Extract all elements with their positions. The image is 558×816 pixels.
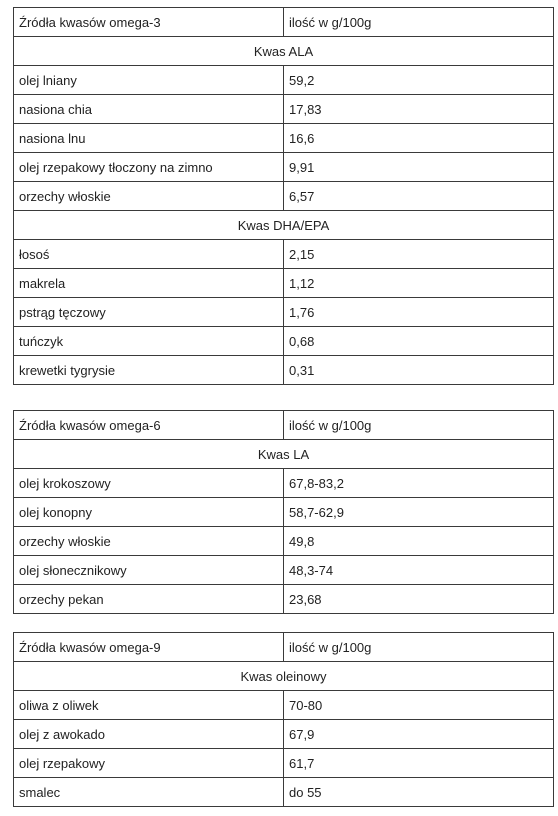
section-title-dha-epa: Kwas DHA/EPA — [14, 211, 554, 240]
amount-cell: 1,76 — [284, 298, 554, 327]
food-name-cell: nasiona chia — [14, 95, 284, 124]
food-name-cell: olej lniany — [14, 66, 284, 95]
amount-cell: 9,91 — [284, 153, 554, 182]
table-row — [14, 66, 554, 95]
header-amount-cell: ilość w g/100g — [284, 8, 554, 37]
food-name-cell: orzechy włoskie — [14, 182, 284, 211]
table-row — [14, 778, 554, 807]
table-header-row — [14, 633, 554, 662]
omega-3-table — [13, 7, 554, 385]
section-row — [14, 211, 554, 240]
header-amount-cell: ilość w g/100g — [284, 633, 554, 662]
section-title-ala: Kwas ALA — [14, 37, 554, 66]
amount-cell: 49,8 — [284, 527, 554, 556]
table-row — [14, 182, 554, 211]
table-row — [14, 95, 554, 124]
food-name-cell: olej rzepakowy — [14, 749, 284, 778]
amount-cell: 17,83 — [284, 95, 554, 124]
amount-cell: 67,9 — [284, 720, 554, 749]
table-row — [14, 356, 554, 385]
table-row — [14, 720, 554, 749]
food-name-cell: olej z awokado — [14, 720, 284, 749]
food-name-cell: olej krokoszowy — [14, 469, 284, 498]
table-row — [14, 298, 554, 327]
amount-cell: 70-80 — [284, 691, 554, 720]
table-row — [14, 498, 554, 527]
food-name-cell: tuńczyk — [14, 327, 284, 356]
food-name-cell: oliwa z oliwek — [14, 691, 284, 720]
table-row — [14, 124, 554, 153]
table-row — [14, 749, 554, 778]
table-row — [14, 153, 554, 182]
amount-cell: 23,68 — [284, 585, 554, 614]
food-name-cell: smalec — [14, 778, 284, 807]
amount-cell: 0,31 — [284, 356, 554, 385]
section-row — [14, 440, 554, 469]
table-header-row — [14, 8, 554, 37]
section-title-oleic: Kwas oleinowy — [14, 662, 554, 691]
amount-cell: 1,12 — [284, 269, 554, 298]
table-header-row — [14, 411, 554, 440]
table-row — [14, 240, 554, 269]
amount-cell: 6,57 — [284, 182, 554, 211]
header-amount-cell: ilość w g/100g — [284, 411, 554, 440]
amount-cell: 16,6 — [284, 124, 554, 153]
food-name-cell: łosoś — [14, 240, 284, 269]
table-row — [14, 269, 554, 298]
food-name-cell: pstrąg tęczowy — [14, 298, 284, 327]
header-source-cell: Źródła kwasów omega-6 — [14, 411, 284, 440]
table-row — [14, 585, 554, 614]
amount-cell: 0,68 — [284, 327, 554, 356]
table-row — [14, 556, 554, 585]
table-row — [14, 469, 554, 498]
header-source-cell: Źródła kwasów omega-3 — [14, 8, 284, 37]
food-name-cell: orzechy włoskie — [14, 527, 284, 556]
table-row — [14, 691, 554, 720]
section-row — [14, 37, 554, 66]
omega-9-table — [13, 632, 554, 807]
amount-cell: 61,7 — [284, 749, 554, 778]
amount-cell: do 55 — [284, 778, 554, 807]
amount-cell: 58,7-62,9 — [284, 498, 554, 527]
food-name-cell: olej konopny — [14, 498, 284, 527]
food-name-cell: olej rzepakowy tłoczony na zimno — [14, 153, 284, 182]
table-row — [14, 327, 554, 356]
food-name-cell: nasiona lnu — [14, 124, 284, 153]
header-source-cell: Źródła kwasów omega-9 — [14, 633, 284, 662]
amount-cell: 2,15 — [284, 240, 554, 269]
table-row — [14, 527, 554, 556]
amount-cell: 48,3-74 — [284, 556, 554, 585]
amount-cell: 67,8-83,2 — [284, 469, 554, 498]
section-row — [14, 662, 554, 691]
food-name-cell: orzechy pekan — [14, 585, 284, 614]
section-title-la: Kwas LA — [14, 440, 554, 469]
amount-cell: 59,2 — [284, 66, 554, 95]
food-name-cell: makrela — [14, 269, 284, 298]
omega-6-table — [13, 410, 554, 614]
food-name-cell: olej słonecznikowy — [14, 556, 284, 585]
food-name-cell: krewetki tygrysie — [14, 356, 284, 385]
